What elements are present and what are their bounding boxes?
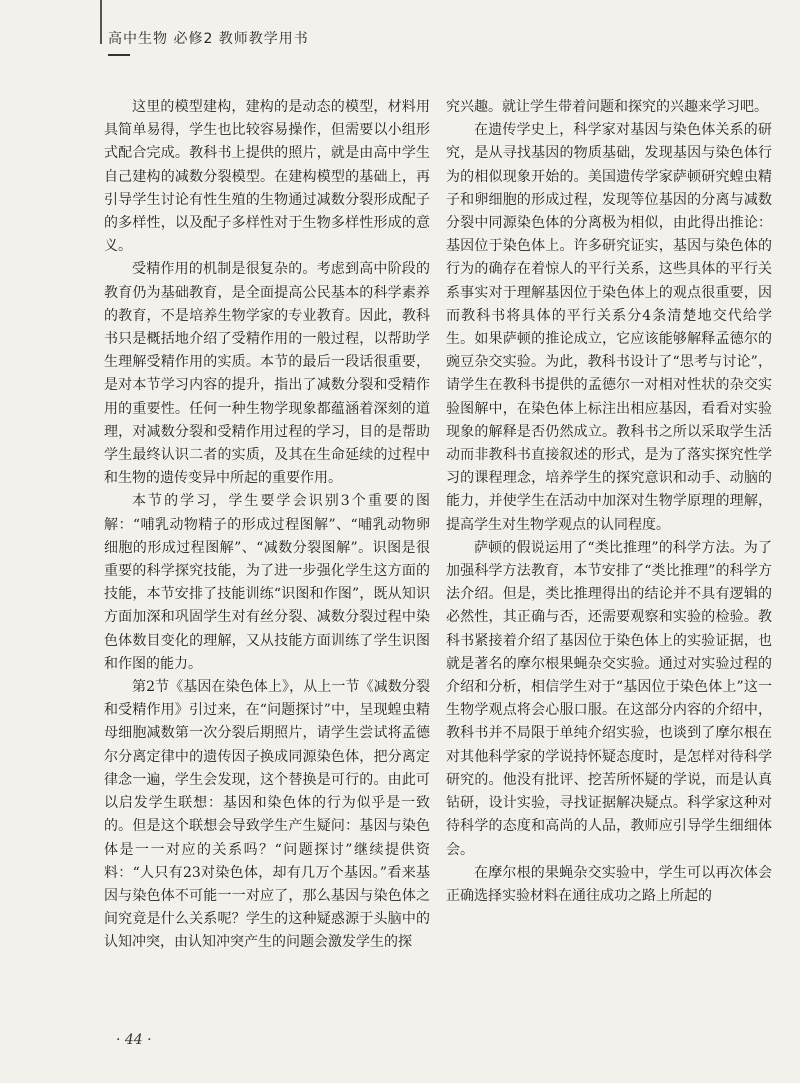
paragraph: 萨顿的假说运用了“类比推理”的科学方法。为了加强科学方法教育，本节安排了“类比推理”的科学方法介绍。但是，类比推理得出的结论并不具有逻辑的必然性，其正确与否，还需要观察和实验的检验。教科书紧接着介绍了基因位于染色体上的实验证据，也就是著名的摩尔根果蝇杂交实验。通过对实验过程的介绍和分析，相信学生对于“基因位于染色体上”这一生物学观点将会心服口服。在这部分内容的介绍中，教科书并不局限于单纯介绍实验，也谈到了摩尔根在对其他科学家的学说持怀疑态度时，是怎样对待科学研究的。他没有批评、挖苦所怀疑的学说，而是认真钻研，设计实验，寻找证据解决疑点。科学家这种对待科学的态度和高尚的人品，教师应引导学生细细体会。 bbox=[446, 539, 772, 858]
paragraph: 受精作用的机制是很复杂的。考虑到高中阶段的教育仍为基础教育，是全面提高公民基本的科学素养的教育，不是培养生物学家的专业教育。因此，教科书只是概括地介绍了受精作用的一般过程，以帮助学生理解受精作用的实质。本节的最后一段话很重要，是对本节学习内容的提升，指出了减数分裂和受精作用的重要性。任何一种生物学现象都蕴涵着深刻的道理，对减数分裂和受精作用过程的学习，目的是帮助学生最终认识二者的实质，及其在生命延续的过程中和生物的遗传变异中所起的重要作用。 bbox=[104, 261, 430, 487]
paragraph: 在摩尔根的果蝇杂交实验中，学生可以再次体会正确选择实验材料在通往成功之路上所起的 bbox=[446, 864, 772, 904]
page-number: · 44 · bbox=[116, 1032, 152, 1048]
left-column bbox=[104, 96, 430, 955]
paragraph: 在遗传学史上，科学家对基因与染色体关系的研究，是从寻找基因的物质基础，发现基因与染色体行为的相似现象开始的。美国遗传学家萨顿研究蝗虫精子和卵细胞的形成过程，发现等位基因的分离与减数分裂中同源染色体的分离极为相似，由此得出推论：基因位于染色体上。许多研究证实，基因与染色体的行为的确存在着惊人的平行关系，这些具体的平行关系事实对于理解基因位于染色体上的观点很重要，因而教科书将具体的平行关系分4条清楚地交代给学生。如果萨顿的推论成立，它应该能够解释孟德尔的豌豆杂交实验。为此，教科书设计了“思考与讨论”，请学生在教科书提供的孟德尔一对相对性状的杂交实验图解中，在染色体上标注出相应基因，看看对实验现象的解释是否仍然成立。教科书之所以采取学生活动而非教科书直接叙述的形式，是为了落实探究性学习的课程理念，培养学生的探究意识和动手、动脑的能力，并使学生在活动中加深对生物学原理的理解，提高学生对生物学观点的认同程度。 bbox=[446, 122, 772, 533]
paragraph: 第2节《基因在染色体上》，从上一节《减数分裂和受精作用》引过来，在“问题探讨”中，呈现蝗虫精母细胞减数第一次分裂后期照片，请学生尝试将孟德尔分离定律中的遗传因子换成同源染色体，把分离定律念一遍，学生会发现，这个替换是可行的。由此可以启发学生联想：基因和染色体的行为似乎是一致的。但是这个联想会导致学生产生疑问：基因与染色体是一一对应的关系吗？“问题探讨”继续提供资料：“人只有23对染色体，却有几万个基因。”看来基因与染色体不可能一一对应了，那么基因与染色体之间究竟是什么关系呢？学生的这种疑惑源于头脑中的认知冲突，由认知冲突产生的问题会激发学生的探 bbox=[104, 679, 430, 951]
header-rule bbox=[108, 54, 130, 56]
paragraph-continued: 究兴趣。就让学生带着问题和探究的兴趣来学习吧。 bbox=[446, 99, 768, 115]
paragraph: 这里的模型建构，建构的是动态的模型，材料用具简单易得，学生也比较容易操作，但需要以小组形式配合完成。教科书上提供的照片，就是由高中学生自己建构的减数分裂模型。在建构模型的基础上，再引导学生讨论有性生殖的生物通过减数分裂形成配子的多样性，以及配子多样性对于生物多样性形成的意义。 bbox=[104, 99, 430, 255]
running-header: 高中生物 必修2 教师教学用书 bbox=[108, 31, 309, 47]
right-column bbox=[446, 96, 772, 908]
header-vertical-rule bbox=[100, 0, 102, 44]
paragraph: 本节的学习，学生要学会识别3个重要的图解：“哺乳动物精子的形成过程图解”、“哺乳动物卵细胞的形成过程图解”、“减数分裂图解”。识图是很重要的科学探究技能，为了进一步强化学生这方面的技能，本节安排了技能训练“识图和作图”，既从知识方面加深和巩固学生对有丝分裂、减数分裂过程中染色体数目变化的理解，又从技能方面训练了学生识图和作图的能力。 bbox=[104, 493, 430, 672]
